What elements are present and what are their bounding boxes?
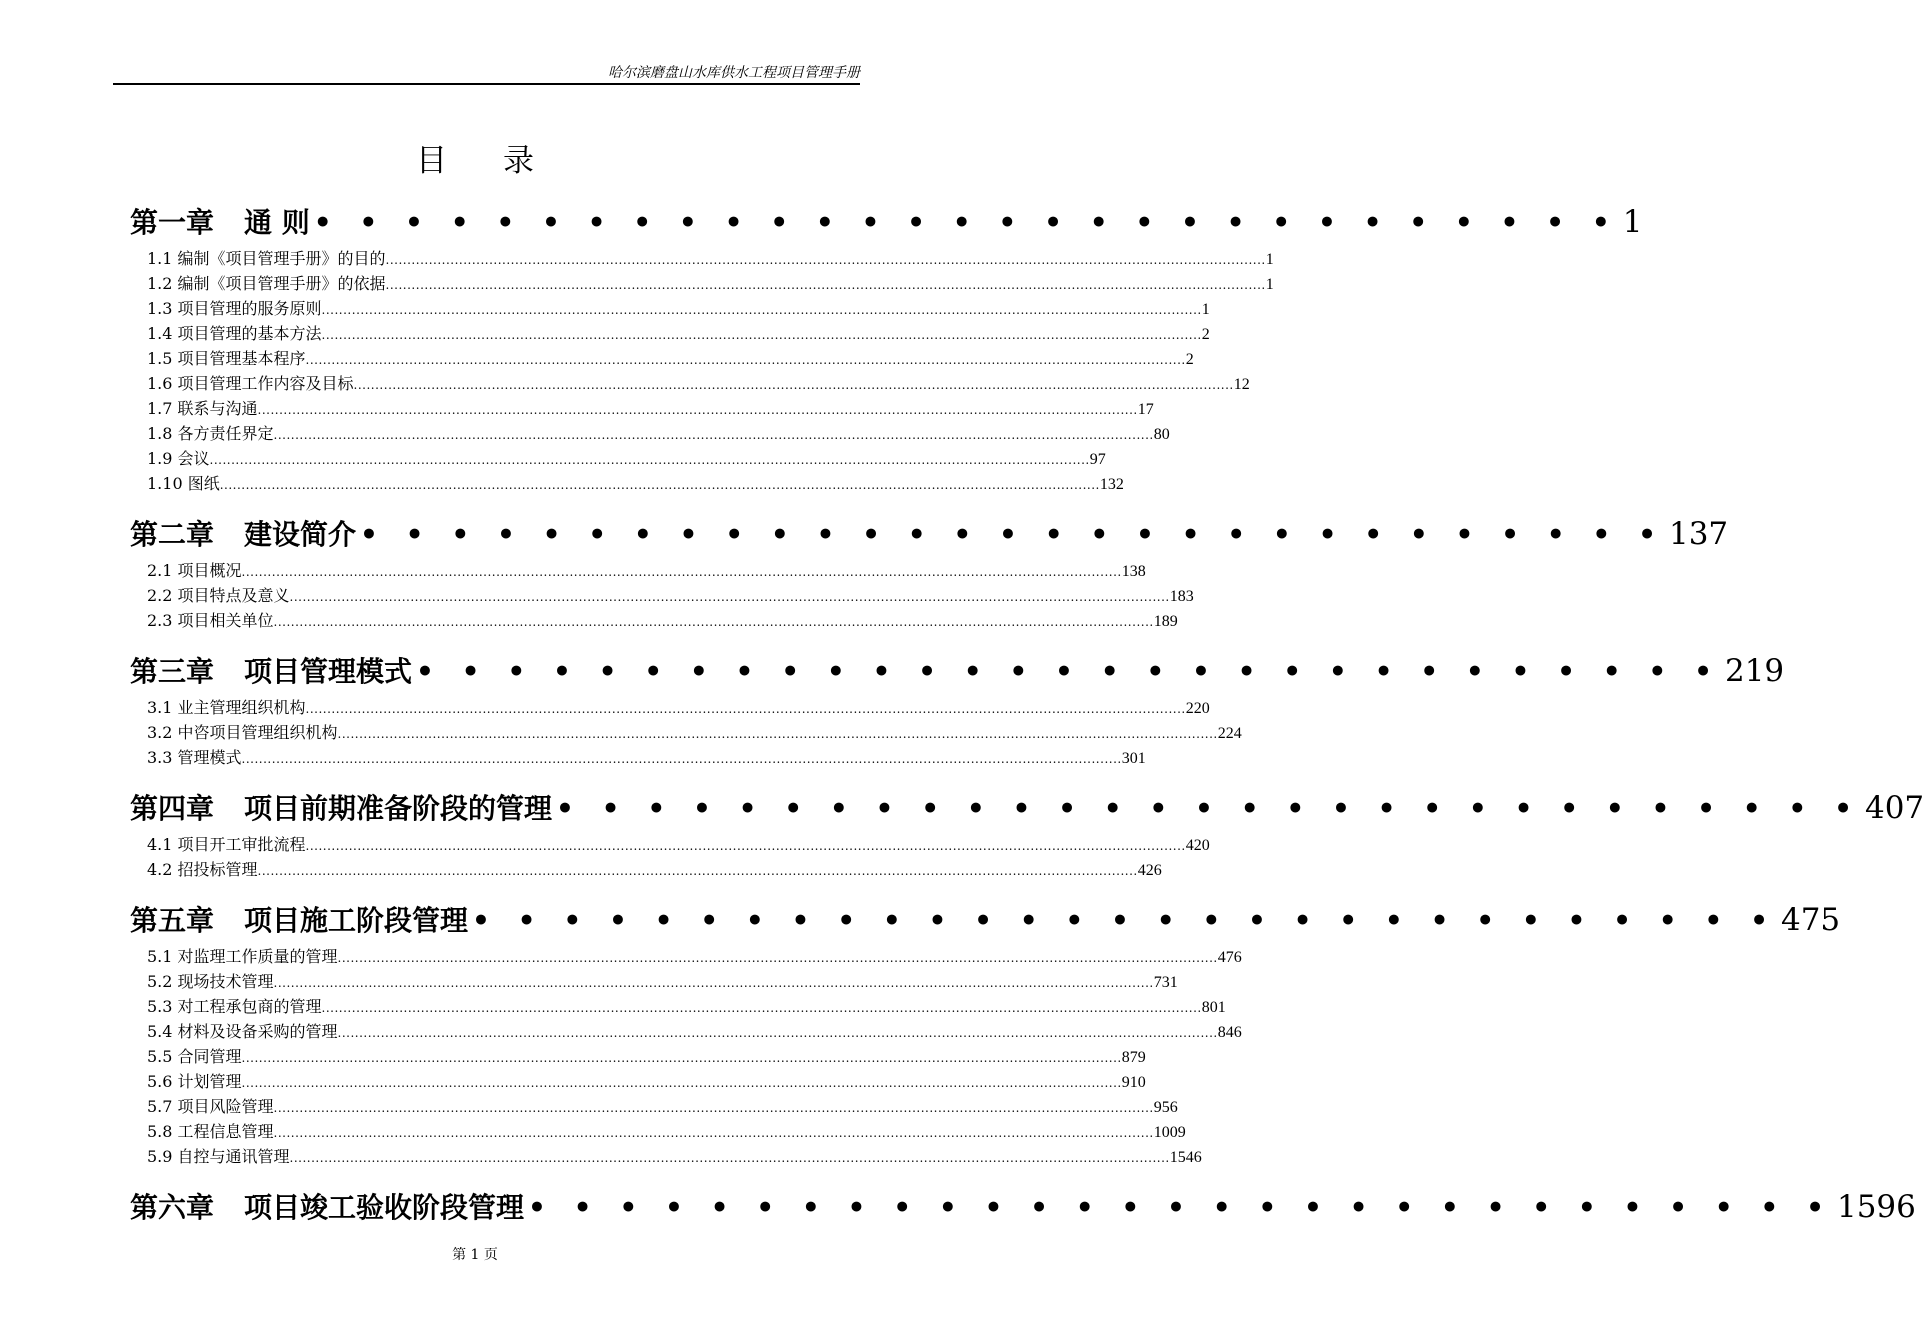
section-page: 301 (1121, 750, 1146, 767)
section-title: 1.1 编制《项目管理手册》的目的 (147, 249, 386, 268)
section-title: 5.2 现场技术管理 (147, 972, 274, 991)
dot-leader: ............................................................................................................................................................................................................ (337, 951, 1218, 965)
dot-leader: ............................................................................................................................................................................................................ (337, 1026, 1218, 1040)
toc-section[interactable] (130, 832, 1210, 857)
section-page: 189 (1153, 613, 1178, 630)
section-page: 420 (1185, 837, 1210, 854)
chapter-page: 475 (1780, 902, 1841, 938)
toc-section[interactable] (130, 271, 1274, 296)
chapter-number: 第四章 (130, 792, 215, 825)
section-title: 1.6 项目管理工作内容及目标 (147, 374, 354, 393)
toc-chapter-3[interactable] (130, 647, 1785, 695)
section-title: 5.3 对工程承包商的管理 (147, 997, 322, 1016)
toc-section[interactable] (130, 1094, 1178, 1119)
section-page: 879 (1121, 1049, 1146, 1066)
section-page: 97 (1089, 451, 1106, 468)
dot-leader: ............................................................................................................................................................................................................ (241, 1076, 1122, 1090)
toc-title-char-2: 录 (503, 143, 534, 179)
dot-leader: ............................................................................................................................................................................................................ (241, 1051, 1122, 1065)
section-page: 476 (1217, 949, 1242, 966)
dot-leader: ............................................................................................................................................................................................................ (273, 1101, 1154, 1115)
section-page: 846 (1217, 1024, 1242, 1041)
toc-title-char-1: 目 (416, 143, 447, 179)
toc-section[interactable] (130, 471, 1124, 496)
dot-leader: ............................................................................................................................................................................................................ (321, 303, 1202, 317)
dot-leader: ............................................................................................................................................................................................................ (305, 702, 1186, 716)
chapter-title: 项目前期准备阶段的管理 (244, 792, 553, 825)
toc-section[interactable] (130, 608, 1178, 633)
dot-leader: ............................................................................................................................................................................................................ (305, 839, 1186, 853)
dot-leader: • • • • • • • • • • • • • • • • • • • • • • • • • • • • • (313, 206, 1619, 239)
dot-leader: • • • • • • • • • • • • • • • • • • • • • • • • • • • • • (556, 792, 1861, 825)
section-title: 5.1 对监理工作质量的管理 (147, 947, 338, 966)
toc-section[interactable] (130, 969, 1178, 994)
toc-section[interactable] (130, 695, 1210, 720)
section-page: 910 (1121, 1074, 1146, 1091)
toc-chapter-6[interactable] (130, 1183, 1916, 1231)
section-page: 220 (1185, 700, 1210, 717)
section-page: 426 (1137, 862, 1162, 879)
chapter-page: 1 (1622, 204, 1643, 240)
section-title: 5.4 材料及设备采购的管理 (147, 1022, 338, 1041)
section-title: 1.3 项目管理的服务原则 (147, 299, 322, 318)
chapter-number: 第二章 (130, 518, 215, 551)
dot-leader: ............................................................................................................................................................................................................ (209, 453, 1090, 467)
section-page: 17 (1137, 401, 1154, 418)
section-page: 2 (1201, 326, 1210, 343)
section-page: 2 (1185, 351, 1194, 368)
toc-section[interactable] (130, 371, 1250, 396)
section-title: 1.4 项目管理的基本方法 (147, 324, 322, 343)
section-page: 801 (1201, 999, 1226, 1016)
dot-leader: ............................................................................................................................................................................................................ (337, 727, 1218, 741)
section-page: 1 (1265, 251, 1274, 268)
chapter-title: 通 则 (244, 206, 310, 239)
section-title: 1.8 各方责任界定 (147, 424, 274, 443)
section-title: 1.2 编制《项目管理手册》的依据 (147, 274, 386, 293)
section-page: 80 (1153, 426, 1170, 443)
section-title: 2.2 项目特点及意义 (147, 586, 290, 605)
dot-leader: ............................................................................................................................................................................................................ (289, 1151, 1170, 1165)
chapter-page: 1596 (1836, 1189, 1916, 1225)
chapter-number: 第三章 (130, 655, 215, 688)
toc-section[interactable] (130, 745, 1146, 770)
chapter-number: 第六章 (130, 1191, 215, 1224)
chapter-number: 第一章 (130, 206, 215, 239)
section-page: 731 (1153, 974, 1178, 991)
dot-leader: • • • • • • • • • • • • • • • • • • • • • • • • • • • • • (360, 518, 1665, 551)
dot-leader: ............................................................................................................................................................................................................ (353, 378, 1234, 392)
section-page: 132 (1099, 476, 1124, 493)
section-title: 5.5 合同管理 (147, 1047, 242, 1066)
section-page: 138 (1121, 563, 1146, 580)
toc-chapter-4[interactable] (130, 784, 1924, 832)
section-page: 183 (1169, 588, 1194, 605)
toc-section[interactable] (130, 321, 1210, 346)
toc-section[interactable] (130, 446, 1106, 471)
page-number-footer: 第 1 页 (452, 1247, 498, 1263)
dot-leader: ............................................................................................................................................................................................................ (289, 590, 1170, 604)
section-title: 5.9 自控与通讯管理 (147, 1147, 290, 1166)
section-page: 956 (1153, 1099, 1178, 1116)
dot-leader: ............................................................................................................................................................................................................ (273, 976, 1154, 990)
section-title: 1.5 项目管理基本程序 (147, 349, 306, 368)
section-page: 1 (1201, 301, 1210, 318)
section-title: 4.2 招投标管理 (147, 860, 258, 879)
dot-leader: • • • • • • • • • • • • • • • • • • • • • • • • • • • • • (416, 655, 1721, 688)
dot-leader: • • • • • • • • • • • • • • • • • • • • • • • • • • • • • (528, 1191, 1833, 1224)
section-title: 5.7 项目风险管理 (147, 1097, 274, 1116)
header-rule (113, 83, 860, 85)
dot-leader: ............................................................................................................................................................................................................ (219, 478, 1100, 492)
toc-section[interactable] (130, 1019, 1242, 1044)
section-page: 1 (1265, 276, 1274, 293)
dot-leader: ............................................................................................................................................................................................................ (241, 565, 1122, 579)
section-page: 1546 (1169, 1149, 1202, 1166)
toc-section[interactable] (130, 583, 1194, 608)
section-title: 1.7 联系与沟通 (147, 399, 258, 418)
section-title: 2.3 项目相关单位 (147, 611, 274, 630)
chapter-title: 项目竣工验收阶段管理 (244, 1191, 525, 1224)
toc-chapter-2[interactable] (130, 510, 1729, 558)
toc-section[interactable] (130, 720, 1242, 745)
toc-title (0, 140, 950, 182)
toc-section[interactable] (130, 1144, 1202, 1169)
section-page: 1009 (1153, 1124, 1186, 1141)
section-page: 224 (1217, 725, 1242, 742)
dot-leader: ............................................................................................................................................................................................................ (241, 752, 1122, 766)
toc-section[interactable] (130, 346, 1194, 371)
toc-section[interactable] (130, 396, 1154, 421)
toc-section[interactable] (130, 1069, 1146, 1094)
chapter-page: 407 (1864, 790, 1924, 826)
dot-leader: ............................................................................................................................................................................................................ (321, 1001, 1202, 1015)
toc-section[interactable] (130, 421, 1170, 446)
dot-leader: ............................................................................................................................................................................................................ (273, 615, 1154, 629)
chapter-page: 137 (1668, 516, 1729, 552)
section-title: 1.10 图纸 (147, 474, 220, 493)
chapter-number: 第五章 (130, 904, 215, 937)
dot-leader: ............................................................................................................................................................................................................ (321, 328, 1202, 342)
toc-chapter-1[interactable] (130, 198, 1643, 246)
toc-section[interactable] (130, 1119, 1186, 1144)
toc-section[interactable] (130, 1044, 1146, 1069)
toc-section[interactable] (130, 994, 1226, 1019)
toc-section[interactable] (130, 558, 1146, 583)
running-header-title: 哈尔滨磨盘山水库供水工程项目管理手册 (608, 65, 860, 81)
dot-leader: • • • • • • • • • • • • • • • • • • • • • • • • • • • • • (472, 904, 1777, 937)
section-title: 3.3 管理模式 (147, 748, 242, 767)
section-title: 5.6 计划管理 (147, 1072, 242, 1091)
dot-leader: ............................................................................................................................................................................................................ (273, 428, 1154, 442)
dot-leader: ............................................................................................................................................................................................................ (385, 253, 1266, 267)
dot-leader: ............................................................................................................................................................................................................ (273, 1126, 1154, 1140)
table-of-contents (130, 198, 1924, 1231)
toc-section[interactable] (130, 944, 1242, 969)
dot-leader: ............................................................................................................................................................................................................ (257, 864, 1138, 878)
section-title: 5.8 工程信息管理 (147, 1122, 274, 1141)
chapter-title: 建设简介 (244, 518, 357, 551)
section-title: 1.9 会议 (147, 449, 210, 468)
dot-leader: ............................................................................................................................................................................................................ (305, 353, 1186, 367)
section-title: 2.1 项目概况 (147, 561, 242, 580)
chapter-page: 219 (1724, 653, 1785, 689)
section-title: 4.1 项目开工审批流程 (147, 835, 306, 854)
section-page: 12 (1233, 376, 1250, 393)
section-title: 3.1 业主管理组织机构 (147, 698, 306, 717)
chapter-title: 项目管理模式 (244, 655, 413, 688)
toc-section[interactable] (130, 296, 1210, 321)
chapter-title: 项目施工阶段管理 (244, 904, 469, 937)
dot-leader: ............................................................................................................................................................................................................ (385, 278, 1266, 292)
toc-chapter-5[interactable] (130, 896, 1841, 944)
dot-leader: ............................................................................................................................................................................................................ (257, 403, 1138, 417)
toc-section[interactable] (130, 246, 1274, 271)
toc-section[interactable] (130, 857, 1162, 882)
section-title: 3.2 中咨项目管理组织机构 (147, 723, 338, 742)
